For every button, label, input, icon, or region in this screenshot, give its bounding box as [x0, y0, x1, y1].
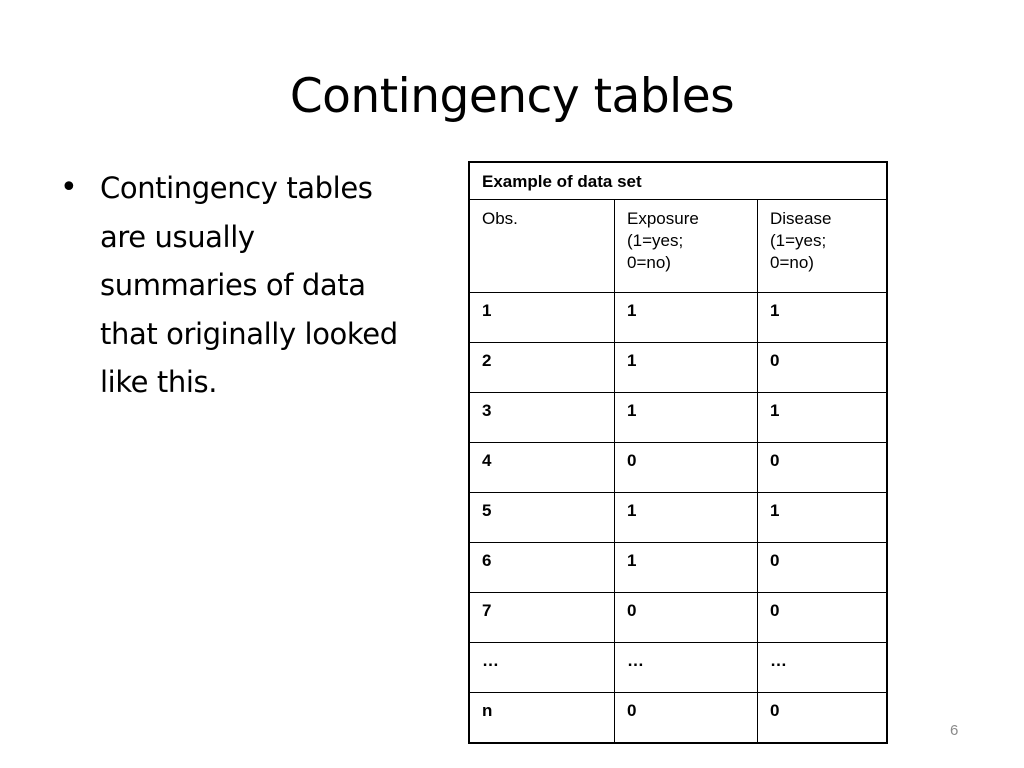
table-row — [469, 543, 887, 593]
table-row — [469, 343, 887, 393]
data-set-table — [468, 161, 888, 744]
table-row — [469, 493, 887, 543]
table-header-row — [469, 200, 887, 293]
table-row — [469, 393, 887, 443]
cell-exposure: 1 — [615, 293, 758, 343]
header-exposure-label: Exposure — [627, 209, 699, 228]
cell-disease: 0 — [758, 443, 888, 493]
cell-disease: 0 — [758, 693, 888, 744]
header-obs-label: Obs. — [482, 209, 518, 228]
bullet-dot-icon: • — [60, 170, 78, 205]
table-row — [469, 293, 887, 343]
page-number: 6 — [950, 722, 959, 739]
cell-obs: 5 — [469, 493, 615, 543]
header-disease-sub1: (1=yes; — [770, 231, 827, 250]
cell-disease: 0 — [758, 343, 888, 393]
cell-disease: 1 — [758, 293, 888, 343]
cell-exposure: 1 — [615, 493, 758, 543]
cell-exposure: 1 — [615, 543, 758, 593]
cell-exposure: 0 — [615, 693, 758, 744]
cell-obs: 3 — [469, 393, 615, 443]
cell-obs: 4 — [469, 443, 615, 493]
cell-exposure: 0 — [615, 443, 758, 493]
table-row — [469, 593, 887, 643]
header-exposure-sub2: 0=no) — [627, 253, 671, 272]
table-caption: Example of data set — [469, 162, 887, 200]
cell-exposure: 0 — [615, 593, 758, 643]
cell-disease: 1 — [758, 493, 888, 543]
bullet-text: Contingency tables are usually summaries of data that originally looked like this. — [100, 171, 398, 399]
cell-disease: 1 — [758, 393, 888, 443]
cell-obs: n — [469, 693, 615, 744]
header-exposure-sub1: (1=yes; — [627, 231, 684, 250]
table-row — [469, 693, 887, 744]
cell-obs: 7 — [469, 593, 615, 643]
cell-obs: 1 — [469, 293, 615, 343]
cell-obs: … — [469, 643, 615, 693]
header-exposure — [615, 200, 758, 293]
header-disease-sub2: 0=no) — [770, 253, 814, 272]
cell-exposure: … — [615, 643, 758, 693]
slide-title: Contingency tables — [289, 69, 735, 124]
header-obs — [469, 200, 615, 293]
cell-exposure: 1 — [615, 343, 758, 393]
header-disease-label: Disease — [770, 209, 832, 228]
cell-obs: 2 — [469, 343, 615, 393]
table-row — [469, 643, 887, 693]
cell-disease: … — [758, 643, 888, 693]
table-row — [469, 443, 887, 493]
header-disease — [758, 200, 888, 293]
cell-disease: 0 — [758, 593, 888, 643]
cell-obs: 6 — [469, 543, 615, 593]
cell-disease: 0 — [758, 543, 888, 593]
bullet-list — [60, 164, 430, 407]
table-caption-row — [469, 162, 887, 200]
cell-exposure: 1 — [615, 393, 758, 443]
